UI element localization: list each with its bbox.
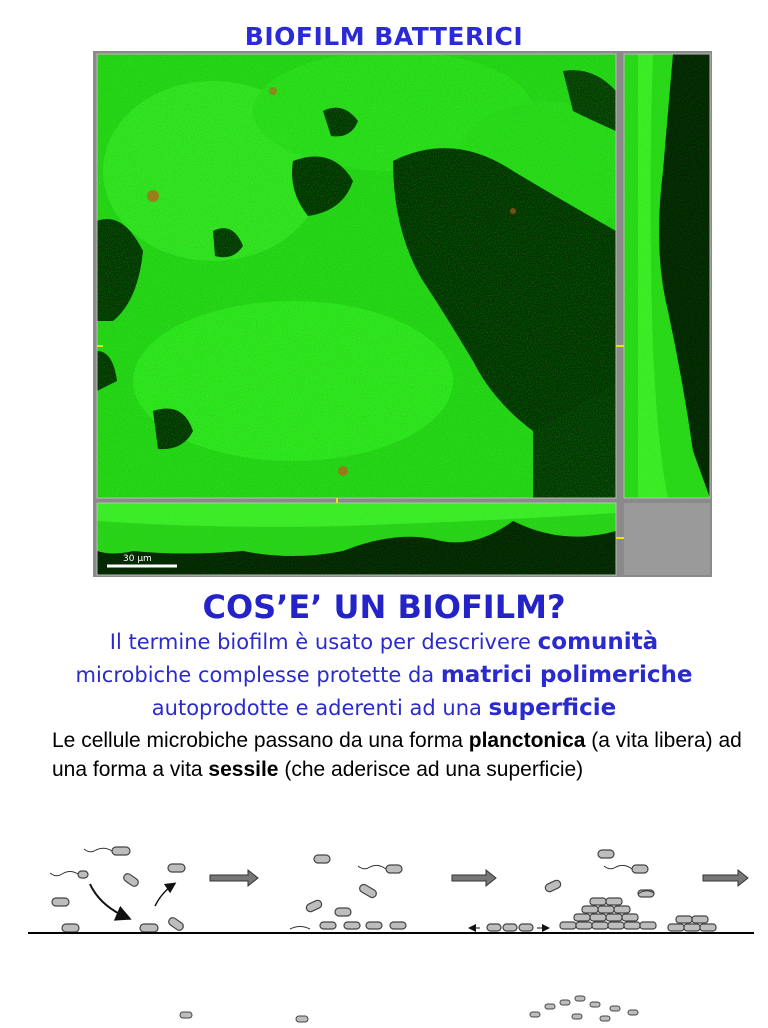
definition-line-3: autoprodotte e aderenti ad una superficie (151, 695, 617, 721)
biofilm-definition (0, 626, 768, 725)
side-view-panel-right (624, 54, 710, 498)
empty-corner-panel (624, 503, 710, 575)
page-title: BIOFILM BATTERICI (244, 22, 524, 51)
scale-bar-label: 30 μm (123, 554, 152, 564)
side-view-panel-bottom (97, 503, 616, 575)
biofilm-explanation: Le cellule microbiche passano da una forma planctonica (a vita libera) ad una forma a vita sessile (che aderisce ad una superficie) (52, 729, 742, 781)
definition-line-1: Il termine biofilm è usato per descrivere comunità (109, 629, 659, 655)
stage-arrow (210, 870, 748, 886)
confocal-micrograph (93, 51, 712, 577)
biofilm-formation-diagram (0, 836, 768, 1028)
definition-line-2: microbiche complesse protette da matrici polimeriche (75, 662, 693, 688)
section-heading: COS’E’ UN BIOFILM? (202, 588, 566, 626)
top-view-panel (97, 51, 633, 498)
